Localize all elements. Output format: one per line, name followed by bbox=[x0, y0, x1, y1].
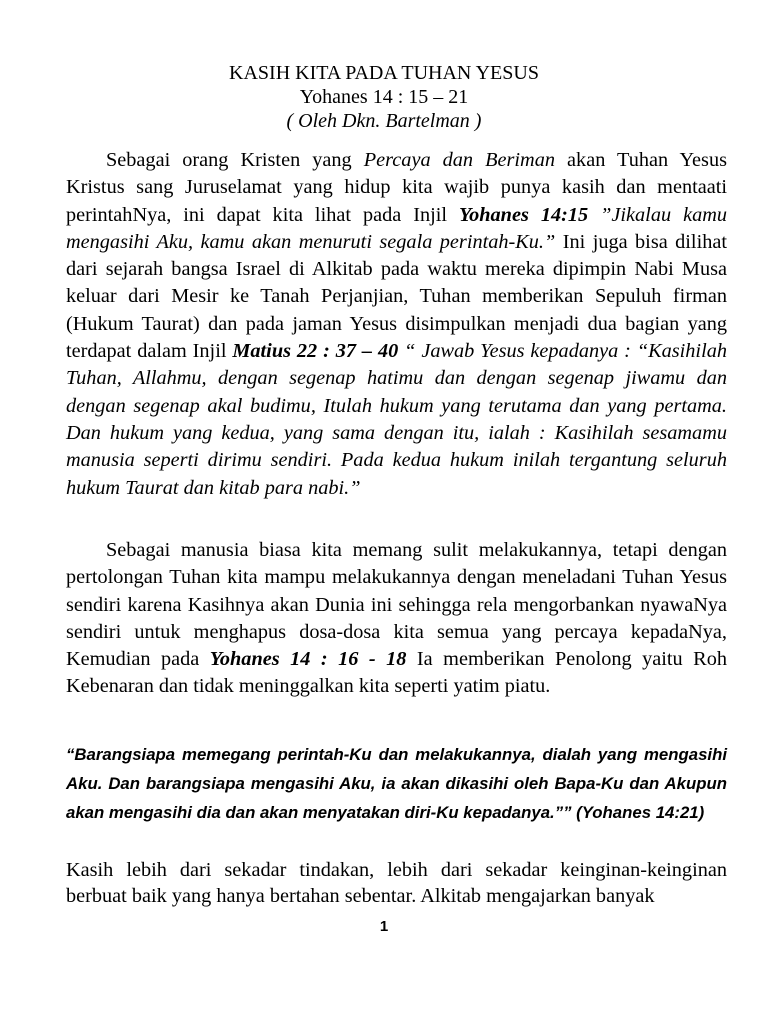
p1-quote-matthew-22: “ Jawab Yesus kepadanya : “Kasihilah Tuhan, Allahmu, dengan segenap hatimu dan dengan segenap jiwamu dan dengan segenap akal budimu, Itulah hukum yang terutama dan yang pertama. Dan hukum yang kedua, yang sama dengan itu, ialah : Kasihilah sesamamu manusia seperti dirimu sendiri. Pada kedua hukum inilah tergantung seluruh hukum Taurat dan kitab para nabi.” bbox=[66, 340, 727, 499]
paragraph-1 bbox=[66, 147, 727, 502]
p1-text-b: akan Tuhan Yesus Kristus sang Juruselamat yang hidup kita wajib punya kasih dan mentaati perintahNya, ini dapat kita lihat pada Injil bbox=[66, 149, 727, 226]
p1-emphasis-faith: Percaya dan Beriman bbox=[363, 149, 555, 171]
author-line: ( Oleh Dkn. Bartelman ) bbox=[286, 110, 482, 132]
p1-quote-john-14-15: ”Jikalau kamu mengasihi Aku, kamu akan menuruti segala perintah-Ku.” bbox=[66, 203, 728, 253]
document-title: KASIH KITA PADA TUHAN YESUS bbox=[229, 62, 539, 84]
p2-text-a: Sebagai manusia biasa kita memang sulit melakukannya, tetapi dengan pertolongan Tuhan kita mampu melakukannya dengan meneladani Tuhan Yesus sendiri karena Kasihnya akan Dunia ini sehingga rela mengorbankan nyawaNya sendiri untuk menghapus dosa-dosa kita semua yang percaya kepadaNya, Kemudian pada bbox=[66, 539, 727, 671]
paragraph-3: Kasih lebih dari sekadar tindakan, lebih dari sekadar keinginan-keinginan berbuat baik yang hanya bertahan sebentar. Alkitab mengajarkan banyak bbox=[66, 859, 727, 907]
scripture-quote-john-14-21: “Barangsiapa memegang perintah-Ku dan melakukannya, dialah yang mengasihi Aku. Dan barangsiapa mengasihi Aku, ia akan dikasihi oleh Bapa-Ku dan Akupun akan mengasihi dia dan akan menyatakan diri-Ku kepadanya.”” (Yohanes 14:21) bbox=[66, 745, 727, 822]
p1-text-a: Sebagai orang Kristen yang bbox=[106, 149, 364, 171]
p1-ref-john-14-15: Yohanes 14:15 bbox=[458, 203, 589, 226]
page-number: 1 bbox=[379, 918, 389, 935]
title-block bbox=[0, 61, 768, 133]
paragraph-2 bbox=[66, 537, 727, 701]
p2-text-b: Ia memberikan Penolong yaitu Roh Kebenaran dan tidak meninggalkan kita seperti yatim piatu. bbox=[66, 648, 727, 698]
scripture-reference: Yohanes 14 : 15 – 21 bbox=[299, 86, 469, 108]
p1-ref-matthew-22: Matius 22 : 37 – 40 bbox=[232, 340, 399, 363]
p1-text-c: Ini juga bisa dilihat dari sejarah bangsa Israel di Alkitab pada waktu mereka dipimpin Nabi Musa keluar dari Mesir ke Tanah Perjanjian, Tuhan memberikan Sepuluh firman (Hukum Taurat) dan pada jaman Yesus disimpulkan menjadi dua bagian yang terdapat dalam Injil bbox=[66, 230, 727, 363]
p2-ref-john-14-16: Yohanes 14 : 16 - 18 bbox=[209, 648, 407, 671]
